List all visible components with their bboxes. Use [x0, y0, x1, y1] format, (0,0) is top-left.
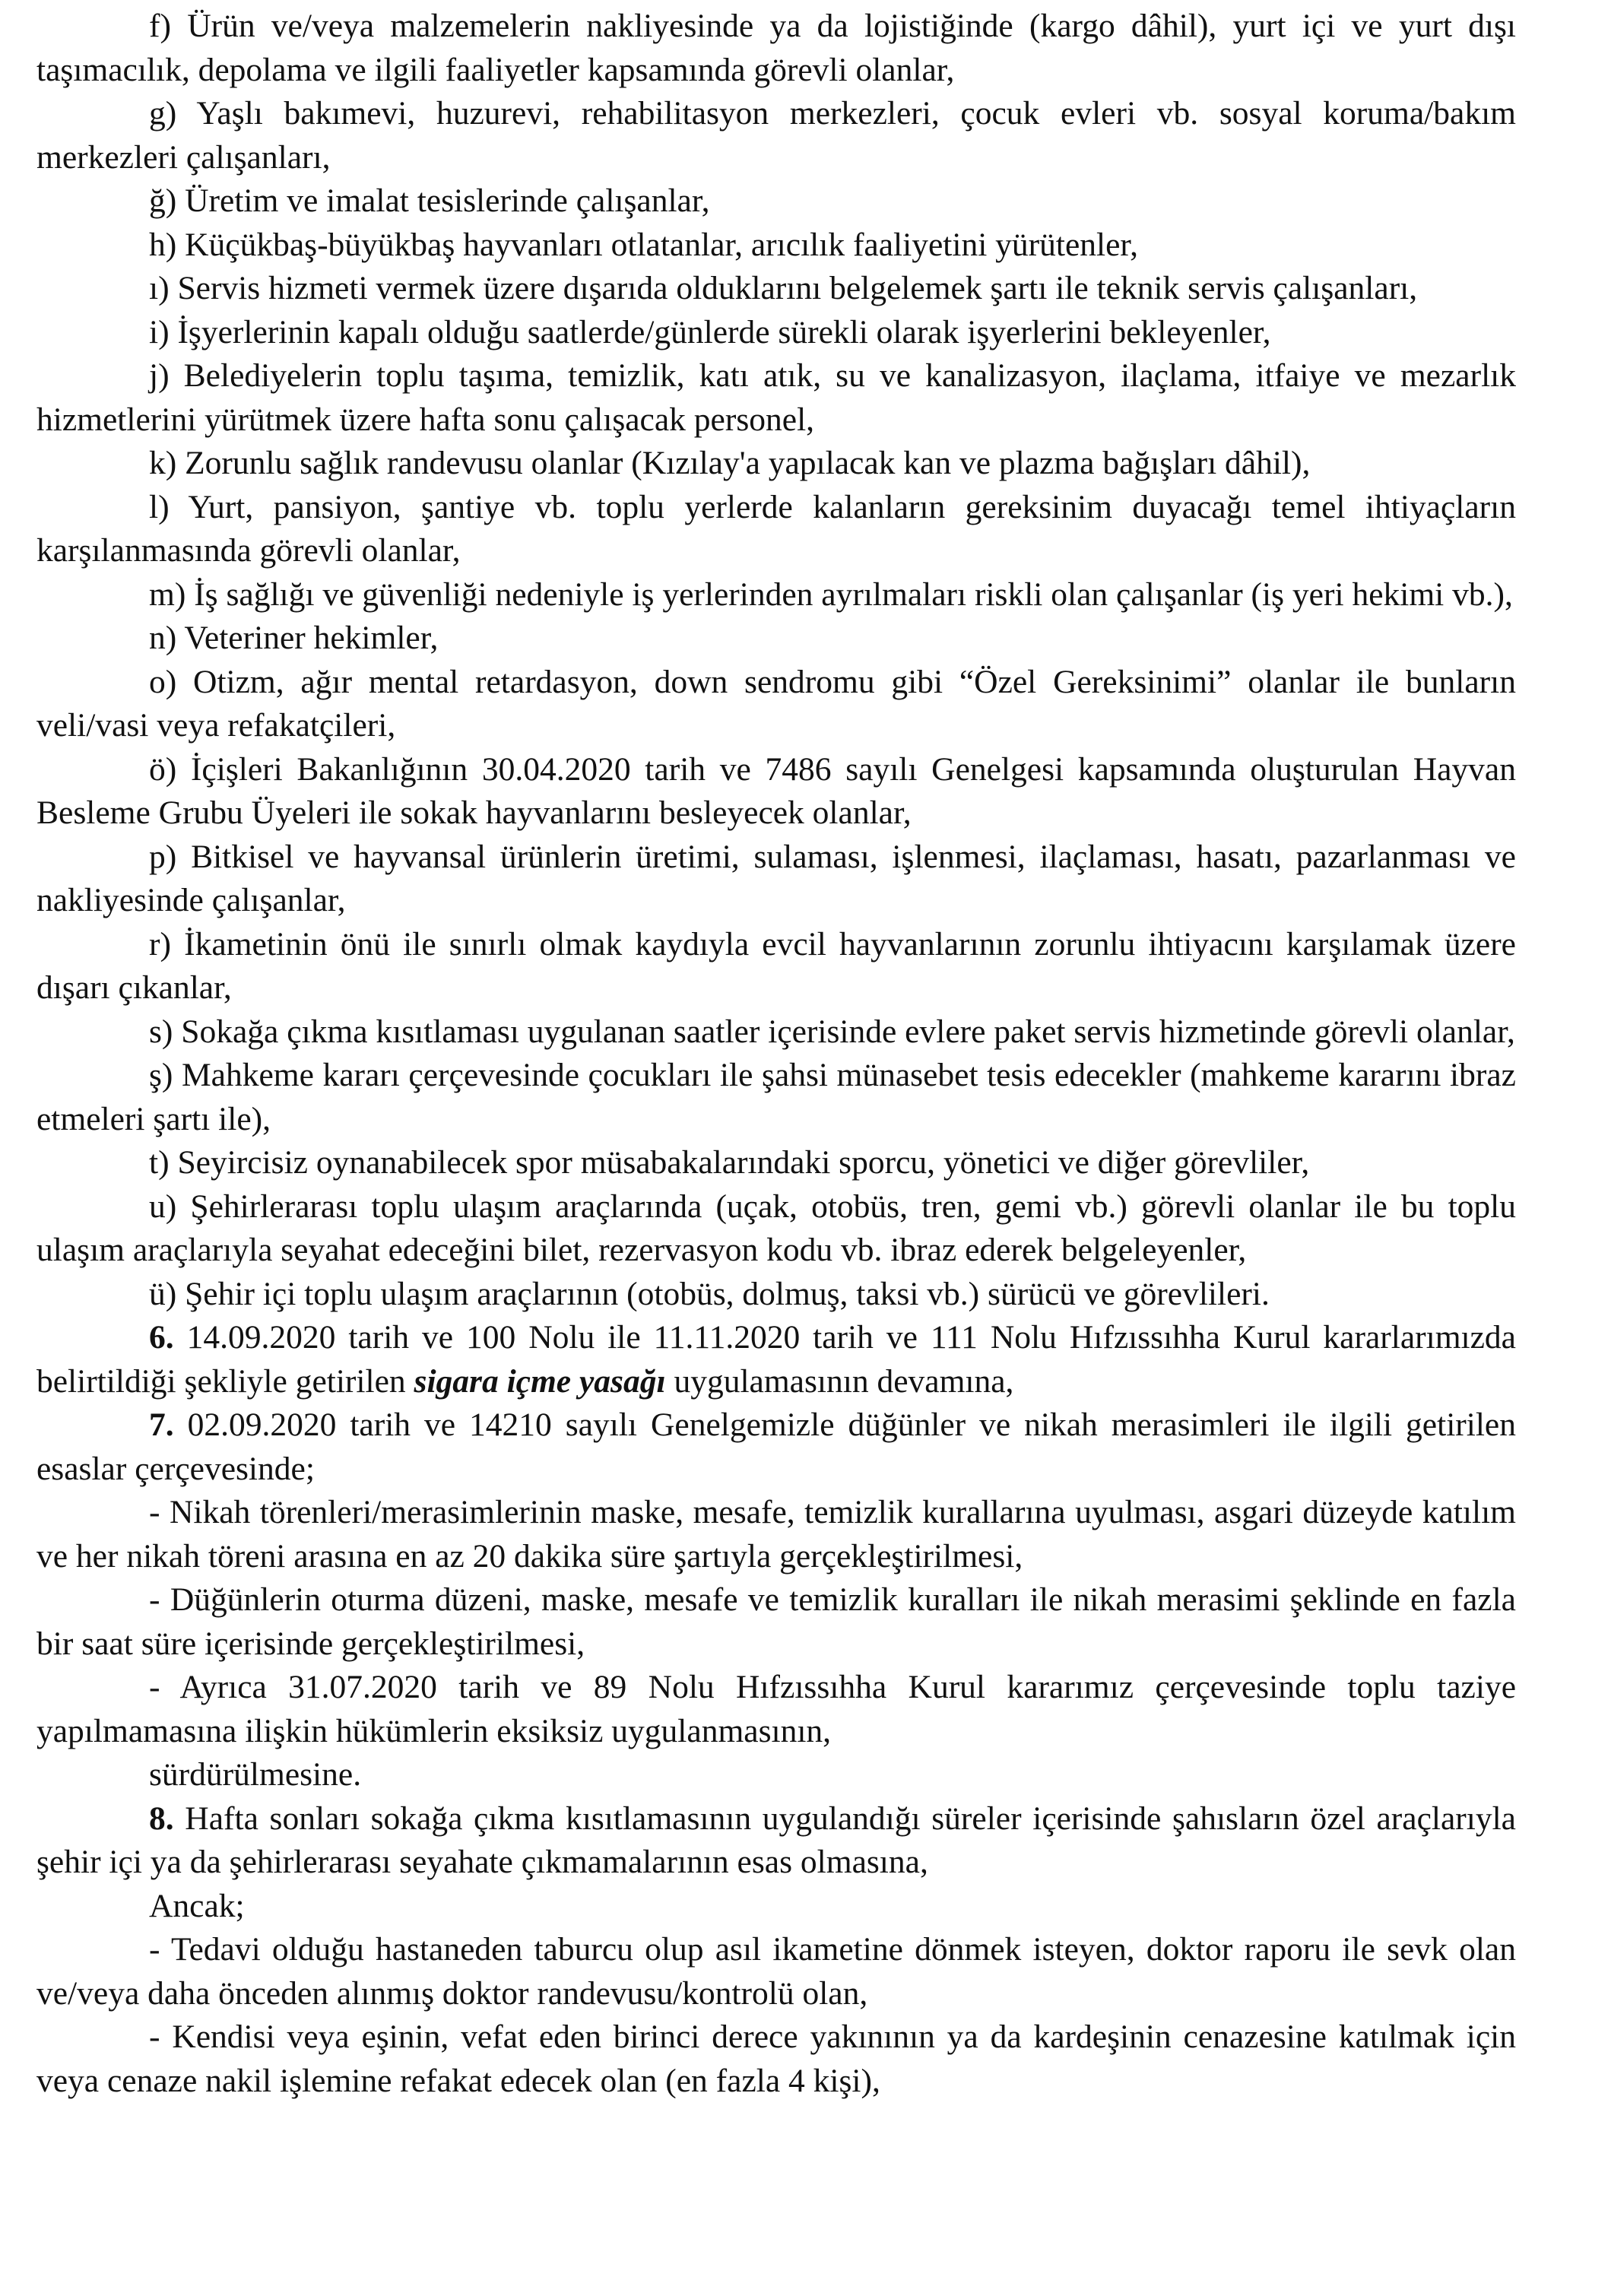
article-6-emphasis: sigara içme yasağı	[414, 1362, 666, 1400]
list-item-l: l) Yurt, pansiyon, şantiye vb. toplu yerlerde kalanların gereksinim duyacağı temel ihtiyaçların karşılanmasında görevli olanlar,	[36, 488, 1516, 569]
article-7-number: 7.	[149, 1406, 174, 1443]
list-item-s: s) Sokağa çıkma kısıtlaması uygulanan saatler içerisinde evlere paket servis hizmetinde görevli olanlar,	[149, 1013, 1515, 1050]
list-item-j: j) Belediyelerin toplu taşıma, temizlik, katı atık, su ve kanalizasyon, ilaçlama, itfaiye ve mezarlık hizmetlerini yürütmek üzere hafta sonu çalışacak personel,	[36, 357, 1516, 438]
article-7-bullet: - Nikah törenleri/merasimlerinin maske, mesafe, temizlik kurallarına uyulması, asgari düzeyde katılım ve her nikah töreni arasına en az 20 dakika süre şartıyla gerçekleştirilmesi,	[36, 1494, 1516, 1575]
article-6	[36, 1316, 1516, 1403]
list-item-dotless-i: ı) Servis hizmeti vermek üzere dışarıda olduklarını belgelemek şartı ile teknik servis çalışanları,	[149, 270, 1418, 306]
list-item-g-breve: ğ) Üretim ve imalat tesislerinde çalışanlar,	[149, 182, 710, 219]
article-8	[36, 1797, 1516, 1885]
article-7-text: 02.09.2020 tarih ve 14210 sayılı Genelgemizle düğünler ve nikah merasimleri ile ilgili getirilen esaslar çerçevesinde;	[36, 1406, 1516, 1487]
list-item-f: f) Ürün ve/veya malzemelerin nakliyesinde ya da lojistiğinde (kargo dâhil), yurt içi ve yurt dışı taşımacılık, depolama ve ilgili faaliyetler kapsamında görevli olanlar,	[36, 8, 1516, 88]
list-item-o-umlaut: ö) İçişleri Bakanlığının 30.04.2020 tarih ve 7486 sayılı Genelgesi kapsamında oluşturulan Hayvan Besleme Grubu Üyeleri ile sokak hayvanlarını besleyecek olanlar,	[36, 750, 1516, 831]
article-6-text: 14.09.2020 tarih ve 100 Nolu ile 11.11.2020 tarih ve 111 Nolu Hıfzıssıhha Kurul kararlarımızda belirtildiği şekliyle getirilen	[36, 1319, 1516, 1400]
document-body	[36, 5, 1516, 2103]
list-item-u-umlaut: ü) Şehir içi toplu ulaşım araçlarının (otobüs, dolmuş, taksi vb.) sürücü ve görevlileri.	[149, 1275, 1270, 1312]
article-8-however: Ancak;	[149, 1887, 245, 1924]
list-item-o: o) Otizm, ağır mental retardasyon, down sendromu gibi “Özel Gereksinimi” olanlar ile bunların veli/vasi veya refakatçileri,	[36, 663, 1516, 744]
list-item-r: r) İkametinin önü ile sınırlı olmak kaydıyla evcil hayvanlarının zorunlu ihtiyacını karşılamak üzere dışarı çıkanlar,	[36, 925, 1516, 1006]
article-7-bullet: - Ayrıca 31.07.2020 tarih ve 89 Nolu Hıfzıssıhha Kurul kararımız çerçevesinde toplu taziye yapılmamasına ilişkin hükümlerin eksiksiz uygulanmasının,	[36, 1669, 1516, 1749]
list-item-p: p) Bitkisel ve hayvansal ürünlerin üretimi, sulaması, işlenmesi, ilaçlaması, hasatı, pazarlanması ve nakliyesinde çalışanlar,	[36, 838, 1516, 918]
list-item-n: n) Veteriner hekimler,	[149, 620, 439, 656]
list-item-k: k) Zorunlu sağlık randevusu olanlar (Kızılay'a yapılacak kan ve plazma bağışları dâhil),	[149, 445, 1311, 481]
article-8-bullet: - Tedavi olduğu hastaneden taburcu olup asıl ikametine dönmek isteyen, doktor raporu ile sevk olan ve/veya daha önceden alınmış doktor randevusu/kontrolü olan,	[36, 1931, 1516, 2012]
article-6-text-end: uygulamasının devamına,	[665, 1362, 1014, 1400]
article-7	[36, 1403, 1516, 1491]
article-6-number: 6.	[149, 1319, 174, 1356]
article-8-text: Hafta sonları sokağa çıkma kısıtlamasının uygulandığı süreler içerisinde şahısların özel araçlarıyla şehir içi ya da şehirlerarası seyahate çıkmamalarının esas olmasına,	[36, 1800, 1516, 1880]
list-item-s-cedilla: ş) Mahkeme kararı çerçevesinde çocukları ile şahsi münasebet tesis edecekler (mahkeme kararını ibraz etmeleri şartı ile),	[36, 1057, 1516, 1137]
list-item-t: t) Seyircisiz oynanabilecek spor müsabakalarındaki sporcu, yönetici ve diğer görevliler,	[149, 1144, 1310, 1181]
article-7-bullet: - Düğünlerin oturma düzeni, maske, mesafe ve temizlik kuralları ile nikah merasimi şeklinde en fazla bir saat süre içerisinde gerçekleştirilmesi,	[36, 1581, 1516, 1662]
list-item-g: g) Yaşlı bakımevi, huzurevi, rehabilitasyon merkezleri, çocuk evleri vb. sosyal koruma/bakım merkezleri çalışanları,	[36, 95, 1516, 176]
article-7-closing: sürdürülmesine.	[149, 1756, 362, 1793]
article-8-number: 8.	[149, 1800, 174, 1837]
list-item-m: m) İş sağlığı ve güvenliği nedeniyle iş yerlerinden ayrılmaları riskli olan çalışanlar (iş yeri hekimi vb.),	[149, 576, 1513, 613]
article-8-bullet: - Kendisi veya eşinin, vefat eden birinci derece yakınının ya da kardeşinin cenazesine katılmak için veya cenaze nakil işlemine refakat edecek olan (en fazla 4 kişi),	[36, 2019, 1516, 2099]
list-item-h: h) Küçükbaş-büyükbaş hayvanları otlatanlar, arıcılık faaliyetini yürütenler,	[149, 226, 1139, 263]
list-item-i: i) İşyerlerinin kapalı olduğu saatlerde/günlerde sürekli olarak işyerlerini bekleyenler,	[149, 313, 1271, 350]
list-item-u: u) Şehirlerarası toplu ulaşım araçlarında (uçak, otobüs, tren, gemi vb.) görevli olanlar ile bu toplu ulaşım araçlarıyla seyahat edeceğini bilet, rezervasyon kodu vb. ibraz ederek belgeleyenler,	[36, 1188, 1516, 1268]
